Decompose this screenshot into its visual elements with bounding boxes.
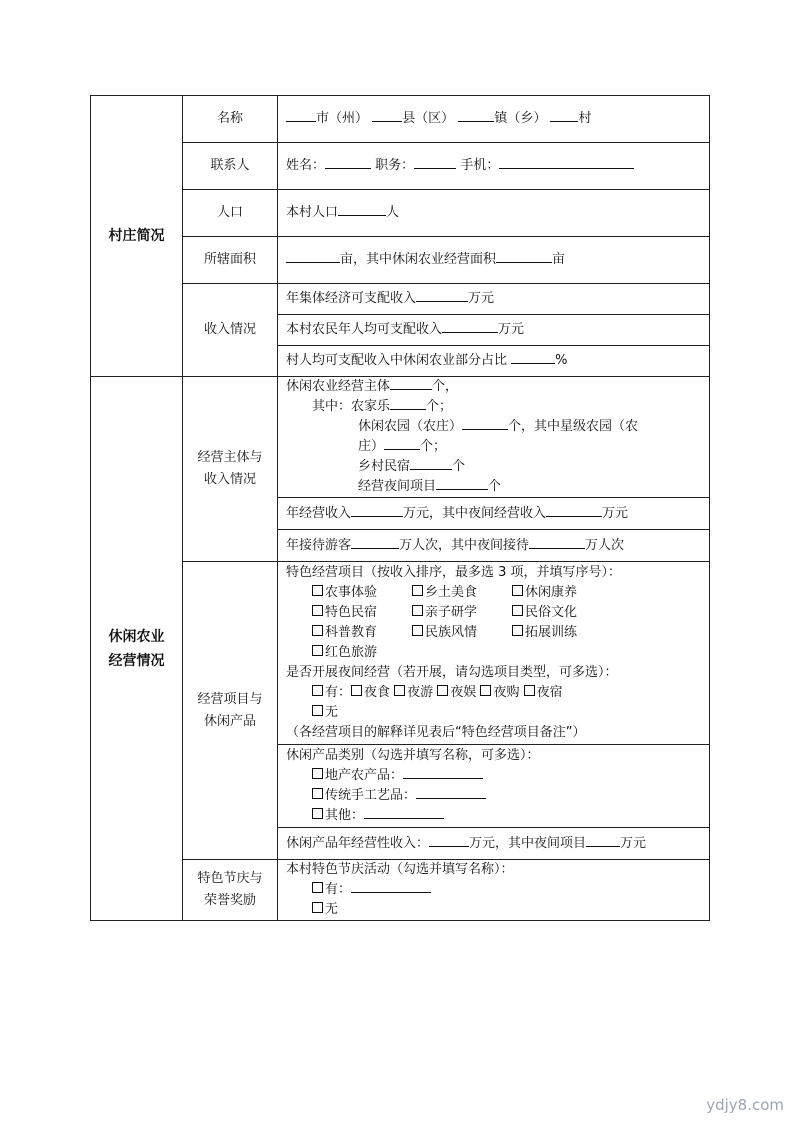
option-label: 有： — [325, 882, 352, 897]
section-leisure-agriculture — [91, 377, 183, 921]
income-per-capita-field[interactable] — [278, 315, 710, 346]
text-percent: % — [555, 353, 568, 368]
label-entities-line1: 经营主体与 — [197, 450, 263, 465]
option-label: 其他： — [325, 808, 365, 823]
project-row — [312, 603, 701, 623]
text-unit-wan: 万元 — [498, 322, 525, 337]
text-unit: 个 — [452, 459, 466, 474]
text-unit: 个 — [488, 479, 502, 494]
projects-field — [278, 562, 710, 745]
text-revenue: 年经营收入 — [286, 505, 352, 521]
blank-night-project[interactable] — [436, 477, 488, 490]
option-label: 传统手工艺品： — [325, 788, 417, 803]
blank-town[interactable] — [458, 109, 494, 122]
blank-night-revenue[interactable] — [546, 504, 602, 517]
blank-collective-income[interactable] — [416, 289, 468, 302]
label-projects-line2: 休闲产品 — [203, 713, 256, 729]
text-unit-wan: 万元 — [468, 291, 495, 306]
text-park: 休闲农园（农庄） — [358, 419, 463, 434]
blank-contact-name[interactable] — [325, 156, 371, 169]
blank-phone[interactable] — [499, 156, 634, 169]
blank-entities[interactable] — [390, 377, 432, 390]
checkbox-icon[interactable] — [351, 685, 362, 696]
option-farming[interactable] — [312, 583, 412, 603]
watermark: ydjy8.com — [706, 1096, 784, 1114]
checkbox-icon[interactable] — [480, 685, 491, 696]
income-share-field[interactable] — [278, 346, 710, 377]
checkbox-icon[interactable] — [437, 685, 448, 696]
text-phone: 手机： — [460, 158, 500, 173]
option-science[interactable] — [312, 623, 412, 643]
text-night-project: 经营夜间项目 — [358, 479, 437, 494]
text-unit-wan: 万元 — [620, 835, 647, 851]
option-label: 民俗文化 — [525, 605, 578, 620]
blank-product-revenue[interactable] — [429, 834, 469, 847]
text-population: 本村人口 — [286, 205, 339, 220]
label-area: 所辖面积 — [183, 237, 278, 284]
night-project-line — [286, 477, 701, 497]
text-collective-income: 年集体经济可支配收入 — [286, 291, 417, 306]
checkbox-icon[interactable] — [312, 808, 323, 819]
text-star-park-end: 庄） — [358, 439, 385, 454]
option-label: 民族风情 — [425, 625, 478, 640]
option-wellness[interactable] — [512, 583, 577, 603]
revenue-field[interactable] — [278, 498, 710, 530]
night-no-row[interactable] — [286, 703, 701, 723]
name-field[interactable] — [278, 96, 710, 143]
checkbox-icon[interactable] — [412, 625, 423, 636]
population-field[interactable] — [278, 190, 710, 237]
text-unit-visits: 万人次 — [585, 537, 625, 553]
blank-visitors[interactable] — [351, 536, 399, 549]
project-row — [312, 583, 701, 603]
text-night-visitors: 万人次，其中夜间接待 — [399, 537, 530, 553]
option-label: 亲子研学 — [425, 605, 478, 620]
festival-no-row[interactable] — [286, 900, 701, 920]
product-row[interactable] — [286, 806, 701, 826]
checkbox-icon[interactable] — [512, 605, 523, 616]
text-unit: 个， — [432, 379, 459, 394]
label-projects — [183, 562, 278, 860]
blank-village[interactable] — [550, 109, 578, 122]
text-visitors: 年接待游客 — [286, 537, 352, 553]
entities-line — [286, 377, 701, 397]
blank-area[interactable] — [286, 250, 340, 263]
checkbox-icon[interactable] — [512, 625, 523, 636]
option-label: 无 — [325, 705, 339, 720]
option-label: 特色民宿 — [325, 605, 378, 620]
text-unit: 个； — [420, 439, 447, 454]
text-night-revenue: 万元，其中夜间经营收入 — [403, 505, 547, 521]
blank-city[interactable] — [286, 109, 316, 122]
income-collective-field[interactable] — [278, 284, 710, 315]
visitors-field[interactable] — [278, 530, 710, 562]
text-farmhouse: 其中：农家乐 — [312, 399, 391, 414]
option-label: 有： — [325, 685, 352, 700]
text-entities: 休闲农业经营主体 — [286, 379, 391, 394]
checkbox-icon[interactable] — [312, 645, 323, 656]
checkbox-icon[interactable] — [312, 685, 323, 696]
option-ethnic[interactable] — [412, 623, 512, 643]
text-unit: 个； — [426, 399, 453, 414]
area-field[interactable] — [278, 237, 710, 284]
blank-position[interactable] — [414, 156, 456, 169]
festival-yes-row[interactable] — [286, 880, 701, 900]
text-leisure-share: 村人均可支配收入中休闲农业部分占比 — [286, 353, 508, 368]
contact-field[interactable] — [278, 143, 710, 190]
option-label: 夜游 — [407, 685, 434, 700]
village-info-form — [90, 95, 710, 921]
option-training[interactable] — [512, 623, 577, 643]
option-red-tourism[interactable] — [312, 643, 377, 663]
checkbox-icon[interactable] — [312, 605, 323, 616]
section-title-line2: 经营情况 — [108, 652, 165, 669]
checkbox-icon[interactable] — [512, 585, 523, 596]
product-revenue-field[interactable] — [278, 828, 710, 860]
blank-population[interactable] — [338, 203, 386, 216]
option-label: 科普教育 — [325, 625, 378, 640]
night-yes-row — [286, 683, 701, 703]
section-title-line1: 休闲农业 — [108, 628, 165, 645]
section-title: 村庄简况 — [108, 228, 165, 244]
blank-product-name[interactable] — [364, 806, 444, 819]
checkbox-icon[interactable] — [524, 685, 535, 696]
option-label: 乡土美食 — [425, 585, 478, 600]
label-name: 名称 — [183, 96, 278, 143]
checkbox-icon[interactable] — [412, 605, 423, 616]
label-festival-line1: 特色节庆与 — [197, 871, 263, 886]
option-label: 拓展训练 — [525, 625, 578, 640]
text-population-unit: 人 — [386, 205, 400, 220]
text-village: 村 — [578, 111, 592, 126]
text-projects-intro: 特色经营项目（按收入排序，最多选 3 项，并填写序号）： — [286, 565, 622, 580]
label-entities-line2: 收入情况 — [203, 472, 256, 487]
blank-product-name[interactable] — [416, 786, 486, 799]
blank-product-name[interactable] — [403, 766, 483, 779]
label-entities — [183, 377, 278, 562]
park-line — [286, 417, 701, 437]
product-row[interactable] — [286, 766, 701, 786]
blank-revenue[interactable] — [351, 504, 403, 517]
checkbox-icon[interactable] — [394, 685, 405, 696]
text-homestay: 乡村民宿 — [358, 459, 411, 474]
entities-field[interactable] — [278, 377, 710, 498]
checkbox-icon[interactable] — [312, 902, 323, 913]
text-unit-wan: 万元 — [602, 505, 629, 521]
blank-night-product[interactable] — [586, 834, 620, 847]
checkbox-icon[interactable] — [312, 788, 323, 799]
star-park-line — [286, 437, 701, 457]
text-festival-intro: 本村特色节庆活动（勾选并填写名称）： — [286, 862, 514, 877]
text-town: 镇（乡） — [494, 111, 547, 126]
checkbox-icon[interactable] — [312, 882, 323, 893]
option-label: 夜购 — [493, 685, 520, 700]
label-festival-line2: 荣誉奖励 — [203, 893, 256, 908]
text-position: 职务： — [375, 158, 415, 173]
checkbox-icon[interactable] — [312, 705, 323, 716]
label-income: 收入情况 — [183, 284, 278, 377]
option-folk-culture[interactable] — [512, 603, 577, 623]
option-label: 地产农产品： — [325, 768, 404, 783]
checkbox-icon[interactable] — [312, 625, 323, 636]
text-product-revenue: 休闲产品年经营性收入： — [286, 835, 430, 851]
option-label: 农事体验 — [325, 585, 378, 600]
blank-night-visitors[interactable] — [529, 536, 585, 549]
option-local-food[interactable] — [412, 583, 512, 603]
blank-homestay[interactable] — [410, 457, 452, 470]
option-label: 无 — [325, 902, 339, 917]
project-row — [312, 623, 701, 643]
homestay-line — [286, 457, 701, 477]
blank-leisure-area[interactable] — [496, 250, 552, 263]
section-village-overview — [91, 96, 183, 377]
project-options — [286, 583, 701, 663]
blank-park[interactable] — [462, 417, 508, 430]
text-leisure-area-unit: 亩 — [552, 252, 566, 267]
text-city: 市（州） — [316, 111, 369, 126]
text-per-capita-income: 本村农民年人均可支配收入 — [286, 322, 443, 337]
option-label: 夜宿 — [536, 685, 563, 700]
blank-star-park[interactable] — [384, 437, 420, 450]
product-row[interactable] — [286, 786, 701, 806]
blank-farmhouse[interactable] — [390, 397, 426, 410]
blank-festival-name[interactable] — [351, 880, 431, 893]
text-contact-name: 姓名： — [286, 158, 326, 173]
blank-per-capita-income[interactable] — [442, 320, 498, 333]
option-homestay[interactable] — [312, 603, 412, 623]
products-field — [278, 745, 710, 828]
label-projects-line1: 经营项目与 — [197, 691, 263, 707]
text-star-park: 个，其中星级农园（农 — [508, 419, 639, 434]
text-area-unit: 亩，其中休闲农业经营面积 — [340, 252, 497, 267]
text-county: 县（区） — [402, 111, 455, 126]
label-contact: 联系人 — [183, 143, 278, 190]
label-population: 人口 — [183, 190, 278, 237]
checkbox-icon[interactable] — [312, 768, 323, 779]
option-label: 红色旅游 — [325, 645, 378, 660]
option-label: 夜娱 — [450, 685, 477, 700]
label-festival — [183, 860, 278, 921]
text-products-intro: 休闲产品类别（勾选并填写名称，可多选）： — [286, 748, 540, 763]
farmhouse-line — [286, 397, 701, 417]
checkbox-icon[interactable] — [312, 585, 323, 596]
text-night-product: 万元，其中夜间项目 — [469, 835, 587, 851]
blank-county[interactable] — [372, 109, 402, 122]
blank-leisure-share[interactable] — [511, 351, 555, 364]
text-night-intro: 是否开展夜间经营（若开展，请勾选项目类型，可多选）： — [286, 665, 618, 680]
option-label: 夜食 — [364, 685, 391, 700]
option-study[interactable] — [412, 603, 512, 623]
checkbox-icon[interactable] — [412, 585, 423, 596]
project-row — [312, 643, 701, 663]
festival-field — [278, 860, 710, 921]
text-note: （各经营项目的解释详见表后“特色经营项目备注”） — [286, 725, 586, 740]
option-label: 休闲康养 — [525, 585, 578, 600]
